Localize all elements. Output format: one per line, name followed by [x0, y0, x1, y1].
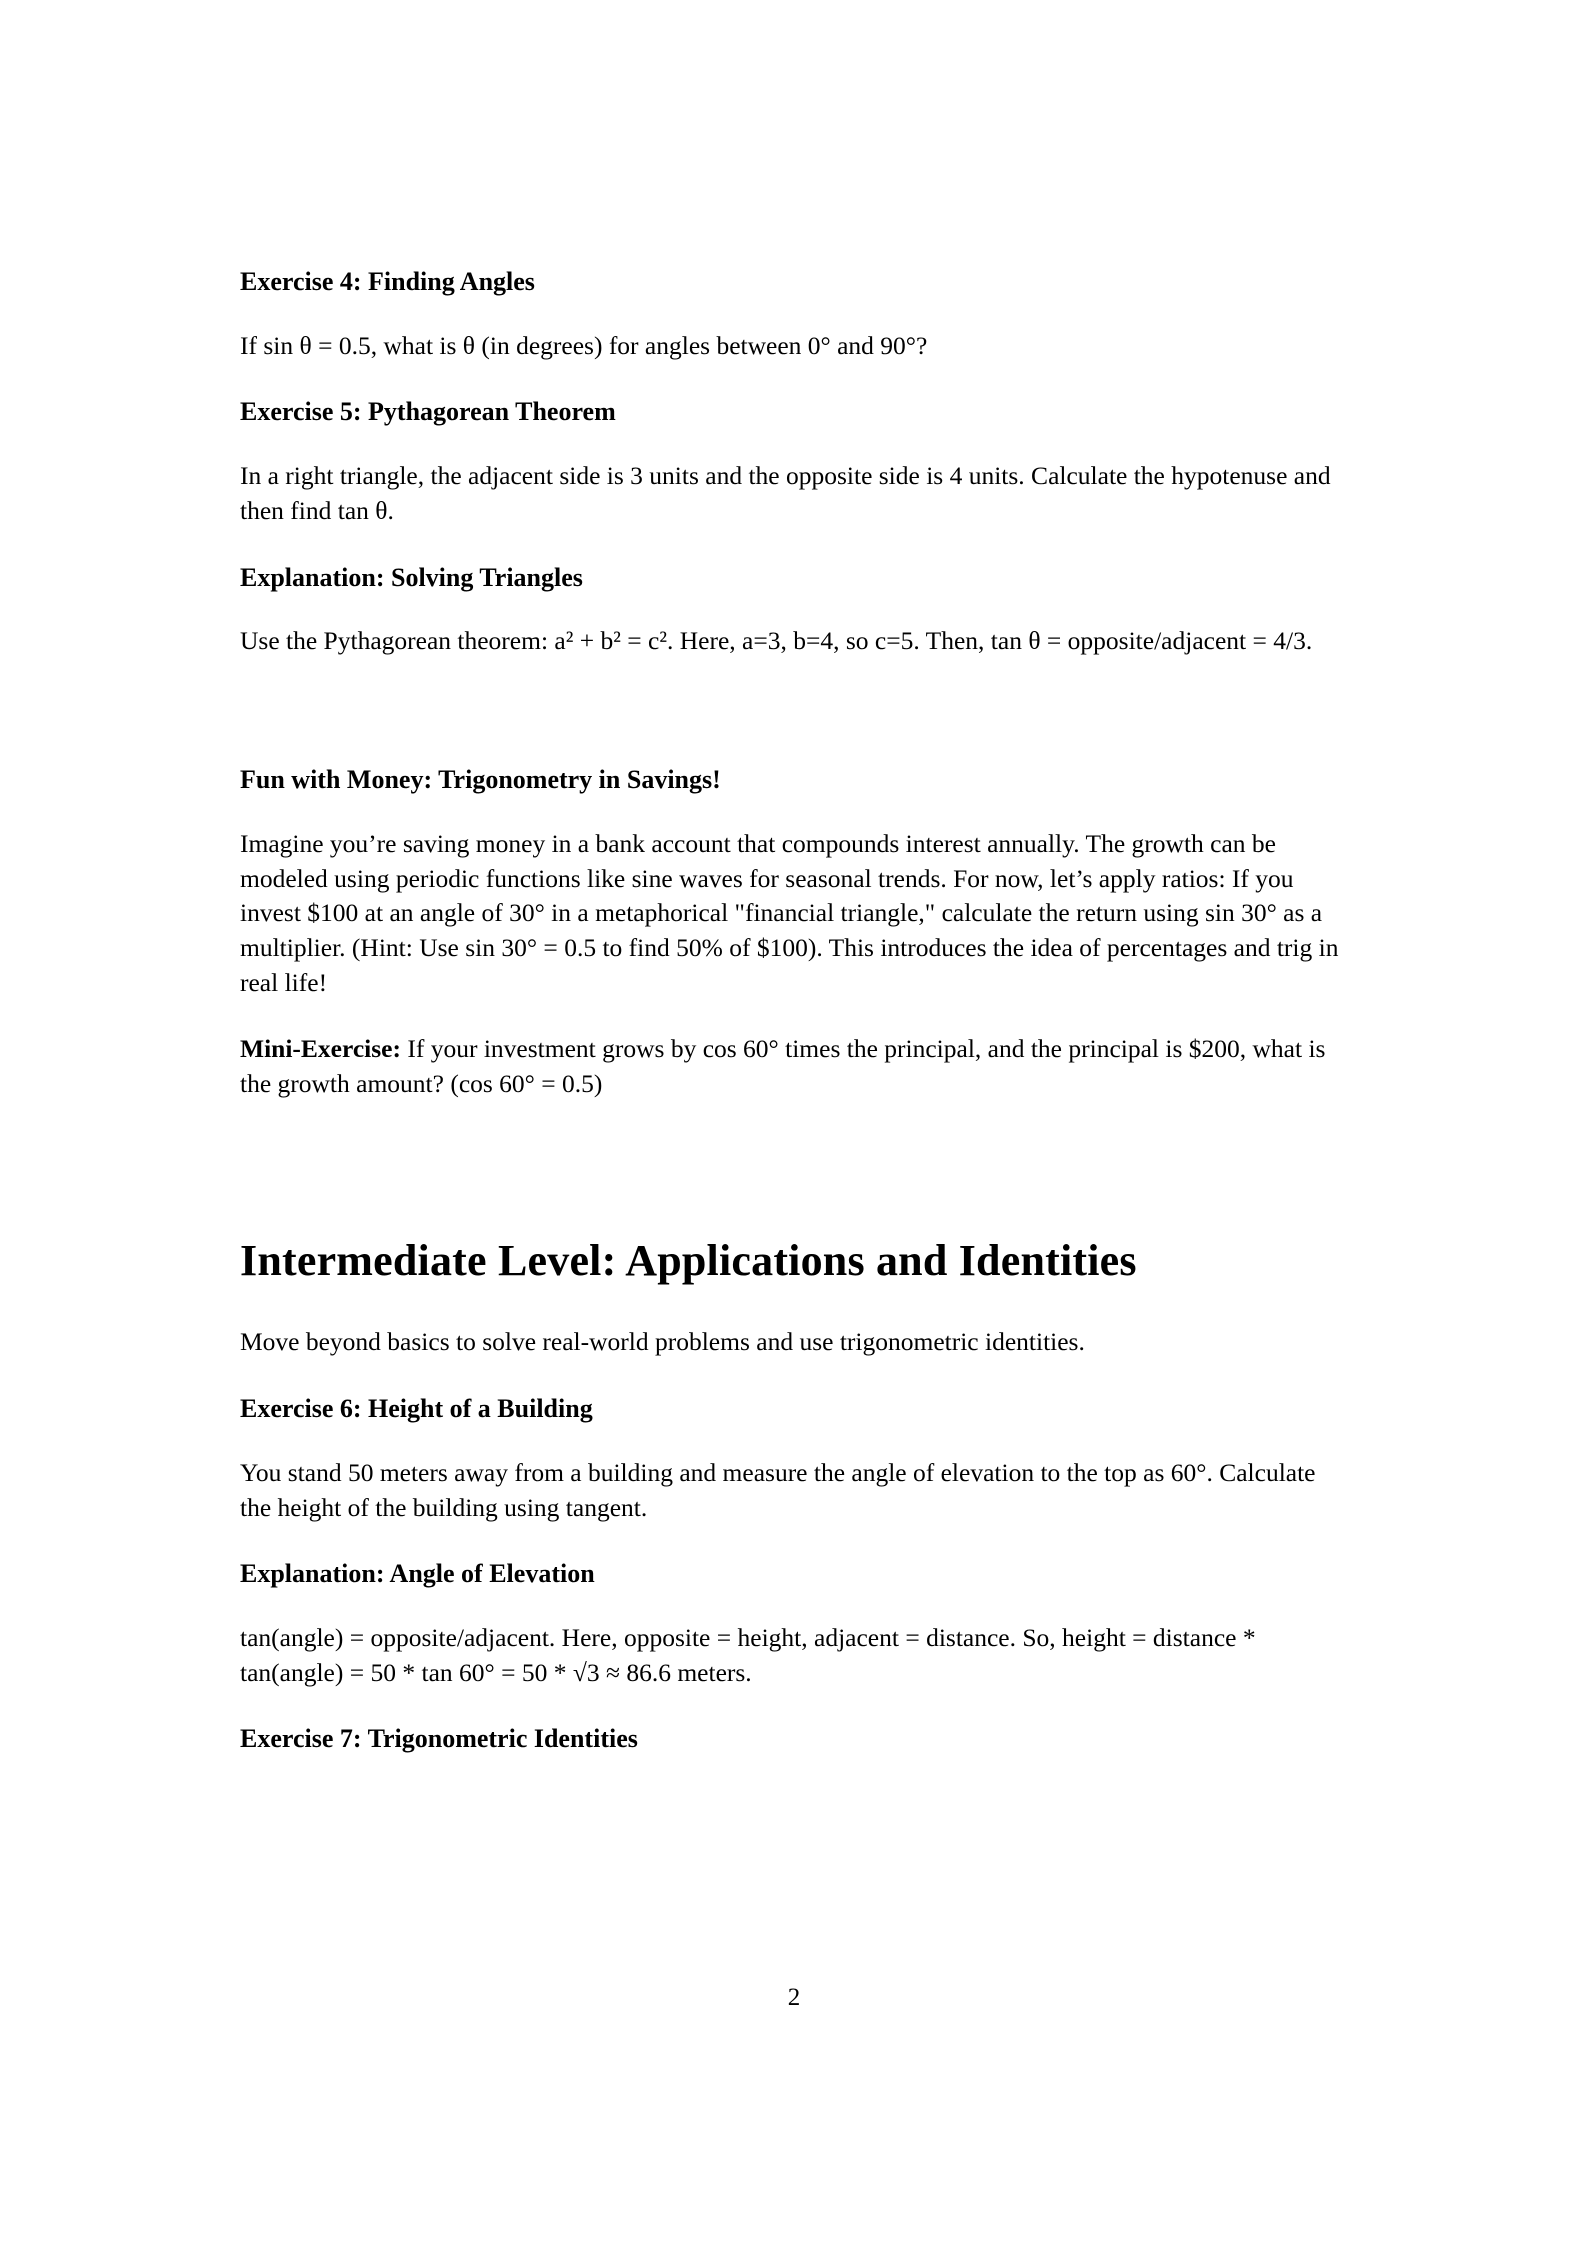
document-body	[240, 265, 1352, 1756]
heading-explanation-angle-of-elevation: Explanation: Angle of Elevation	[240, 1559, 595, 1589]
spacer	[240, 299, 1352, 329]
heading-exercise-6: Exercise 6: Height of a Building	[240, 1394, 593, 1424]
heading-intermediate-level: Intermediate Level: Applications and Identities	[240, 1235, 1137, 1285]
heading-exercise-5: Exercise 5: Pythagorean Theorem	[240, 397, 616, 427]
mini-exercise-text: If your investment grows by cos 60° times the principal, and the principal is $200, what is the growth amount? (cos 60° = 0.5)	[240, 1034, 1326, 1098]
spacer	[240, 1000, 1352, 1032]
spacer	[240, 429, 1352, 459]
paragraph-fun-with-money: Imagine you’re saving money in a bank account that compounds interest annually. The growth can be modeled using periodic functions like sine waves for seasonal trends. For now, let’s apply ratios: If you invest $100 at an angle of 30° in a metaphorical "financial triangle," calculate the return using sin 30° as a multiplier. (Hint: Use sin 30° = 0.5 to find 50% of $100). This introduces the idea of percentages and trig in real life!	[240, 828, 1339, 997]
heading-exercise-7: Exercise 7: Trigonometric Identities	[240, 1724, 638, 1754]
section-spacer	[240, 1102, 1352, 1235]
spacer	[240, 529, 1352, 561]
spacer	[240, 1591, 1352, 1621]
spacer	[240, 1426, 1352, 1456]
paragraph-mini-exercise	[240, 1032, 1352, 1101]
paragraph-exercise-5: In a right triangle, the adjacent side is 3 units and the opposite side is 4 units. Calculate the hypotenuse and then find tan θ.	[240, 461, 1331, 525]
mini-exercise-label: Mini-Exercise:	[240, 1034, 401, 1064]
spacer	[240, 1690, 1352, 1722]
spacer	[240, 797, 1352, 827]
paragraph-exercise-6: You stand 50 meters away from a building and measure the angle of elevation to the top as 60°. Calculate the height of the building using tangent.	[240, 1457, 1316, 1522]
heading-exercise-4: Exercise 4: Finding Angles	[240, 267, 535, 296]
spacer	[240, 1360, 1352, 1392]
paragraph-explanation-solving-triangles: Use the Pythagorean theorem: a² + b² = c². Here, a=3, b=4, so c=5. Then, tan θ = opposite/adjacent = 4/3.	[240, 626, 1313, 656]
paragraph-intermediate-intro: Move beyond basics to solve real-world problems and use trigonometric identities.	[240, 1327, 1085, 1357]
page-number: 2	[787, 1984, 801, 2011]
heading-fun-with-money: Fun with Money: Trigonometry in Savings!	[240, 765, 721, 795]
section-spacer	[240, 659, 1352, 763]
heading-explanation-solving-triangles: Explanation: Solving Triangles	[240, 562, 583, 592]
spacer	[240, 1287, 1352, 1325]
paragraph-exercise-4: If sin θ = 0.5, what is θ (in degrees) for angles between 0° and 90°?	[240, 330, 928, 360]
spacer	[240, 363, 1352, 395]
paragraph-explanation-angle-of-elevation: tan(angle) = opposite/adjacent. Here, opposite = height, adjacent = distance. So, height = distance * tan(angle) = 50 * tan 60° = 50 * √3 ≈ 86.6 meters.	[240, 1622, 1256, 1687]
spacer	[240, 594, 1352, 624]
spacer	[240, 1525, 1352, 1557]
